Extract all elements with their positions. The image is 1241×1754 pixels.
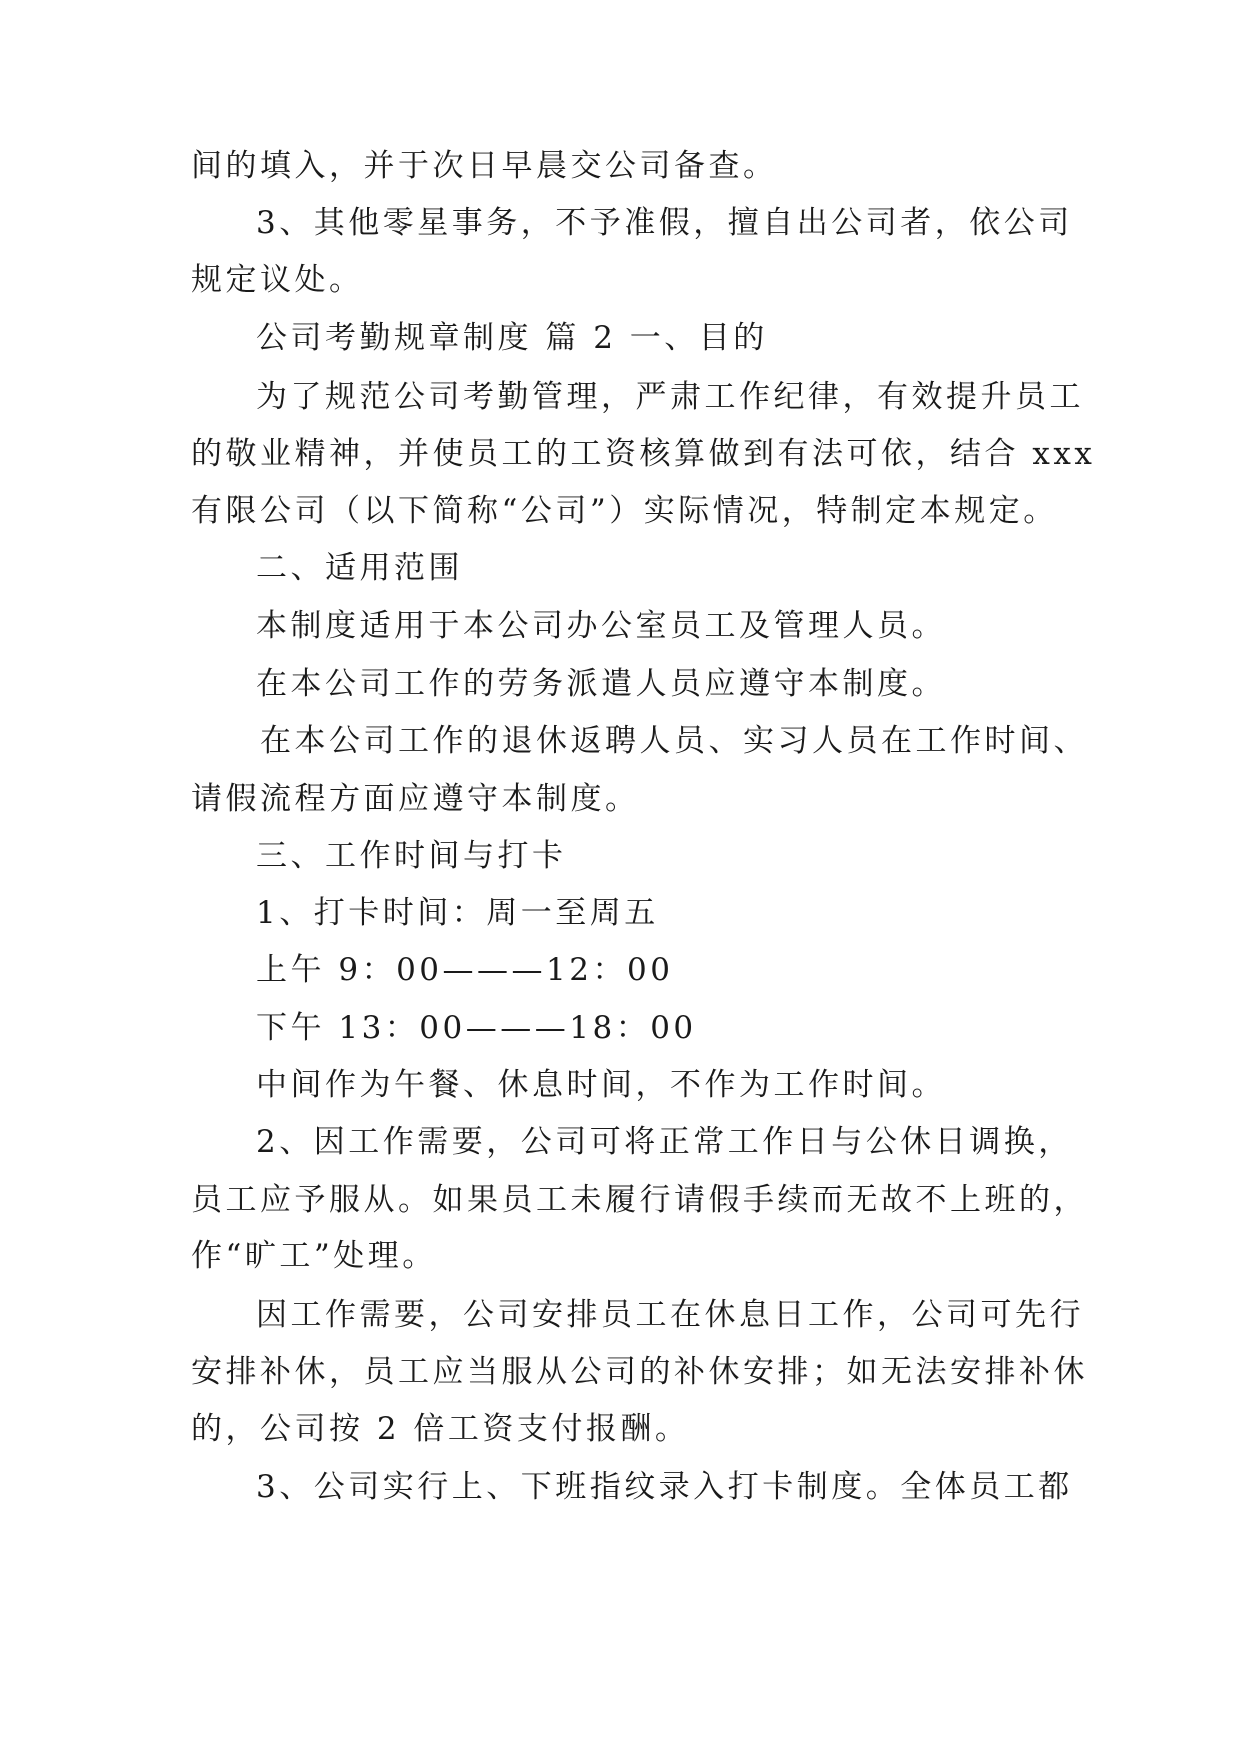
text-line: 在本公司工作的退休返聘人员、实习人员在工作时间、: [260, 723, 1088, 759]
text-line: 的，公司按 2 倍工资支付报酬。: [191, 1411, 690, 1447]
text-line: 上午 9：00———12：00: [256, 952, 674, 988]
section-heading: 三、工作时间与打卡: [256, 838, 567, 874]
text-line: 为了规范公司考勤管理，严肃工作纪律，有效提升员工: [256, 379, 1084, 415]
text-line: 3、公司实行上、下班指纹录入打卡制度。全体员工都: [256, 1469, 1073, 1505]
text-line: 3、其他零星事务，不予准假，擅自出公司者，依公司: [256, 205, 1073, 241]
text-line: 中间作为午餐、休息时间，不作为工作时间。: [256, 1067, 946, 1103]
text-line: 在本公司工作的劳务派遣人员应遵守本制度。: [256, 666, 946, 702]
text-line: 1、打卡时间：周一至周五: [256, 895, 659, 931]
text-line: 安排补休，员工应当服从公司的补休安排；如无法安排补休: [191, 1354, 1088, 1390]
text-line: 2、因工作需要，公司可将正常工作日与公休日调换，: [256, 1124, 1073, 1160]
text-line: 下午 13：00———18：00: [256, 1010, 697, 1046]
text-line: 本制度适用于本公司办公室员工及管理人员。: [256, 608, 946, 644]
text-line: 请假流程方面应遵守本制度。: [191, 781, 640, 817]
text-line: 的敬业精神，并使员工的工资核算做到有法可依，结合 xxx: [191, 436, 1096, 472]
text-line: 作“旷工”处理。: [191, 1238, 437, 1274]
text-line: 规定议处。: [191, 262, 364, 298]
section-heading: 公司考勤规章制度 篇 2 一、目的: [256, 320, 768, 356]
text-line: 员工应予服从。如果员工未履行请假手续而无故不上班的，: [191, 1182, 1088, 1218]
section-heading: 二、适用范围: [256, 550, 463, 586]
text-line: 有限公司（以下简称“公司”）实际情况，特制定本规定。: [191, 493, 1058, 529]
text-line: 因工作需要，公司安排员工在休息日工作，公司可先行: [256, 1297, 1084, 1333]
text-line: 间的填入，并于次日早晨交公司备查。: [191, 148, 778, 184]
